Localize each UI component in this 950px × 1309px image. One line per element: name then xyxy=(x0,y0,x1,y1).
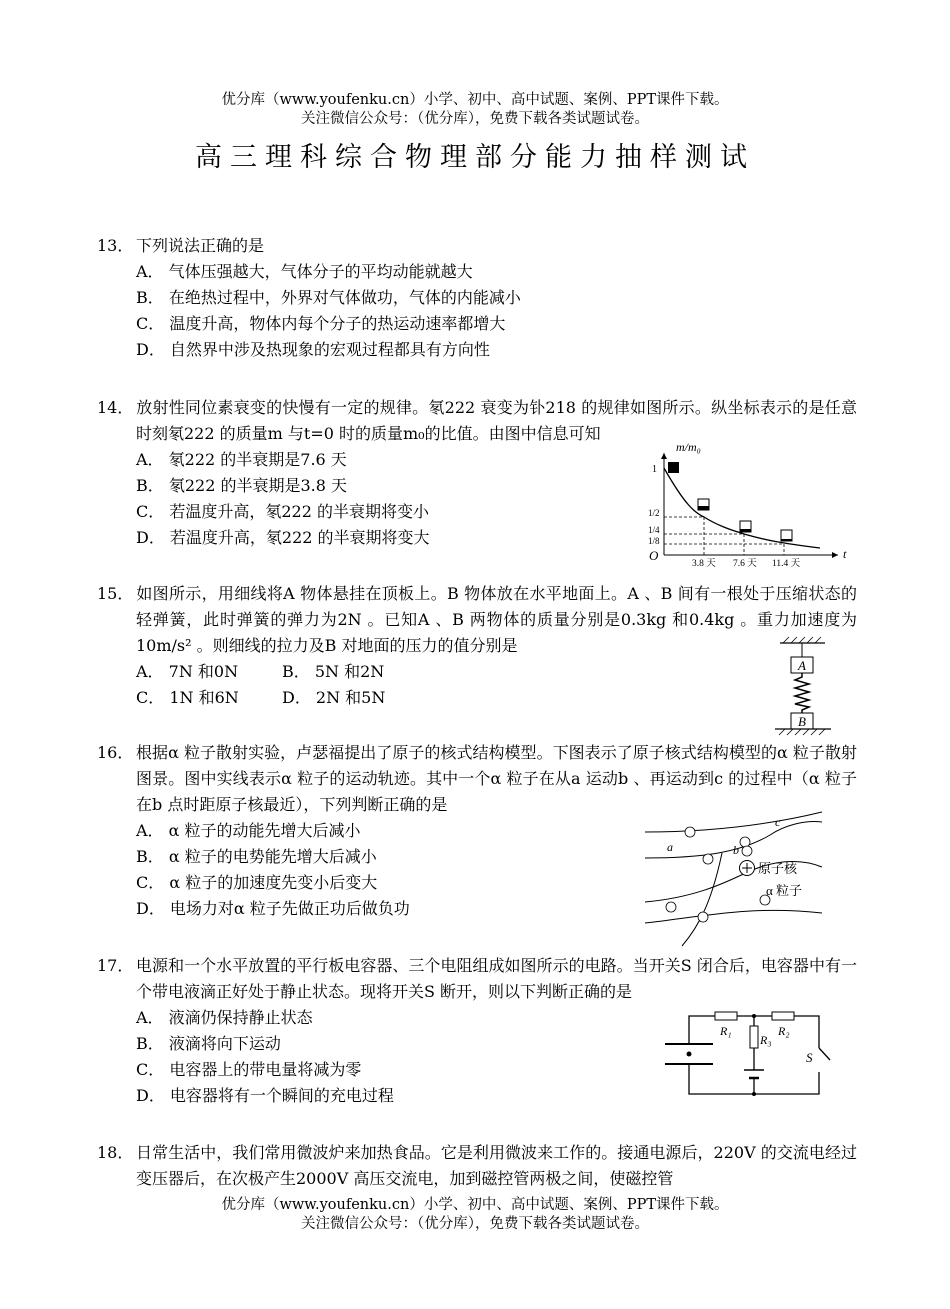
junction-top xyxy=(752,1014,756,1018)
option-b: B． 在绝热过程中，外界对气体做功，气体的内能减小 xyxy=(136,288,521,307)
option-a: A． α 粒子的动能先增大后减小 xyxy=(136,821,361,840)
spring xyxy=(795,673,809,713)
trajectories xyxy=(645,812,822,946)
question-number: 14． xyxy=(97,398,134,417)
option-d: D． 2N 和5N xyxy=(282,688,386,707)
point-b-label: b xyxy=(733,843,739,857)
alpha-particle-label: α 粒子 xyxy=(766,883,803,898)
page-title: 高三理科综合物理部分能力抽样测试 xyxy=(195,142,755,173)
header-line-1: 优分库（www.youfenku.cn）小学、初中、高中试题、案例、PPT课件下载。 xyxy=(221,92,729,108)
y-axis-label: m/m₀ xyxy=(676,440,701,454)
option-d: D． 电容器将有一个瞬间的充电过程 xyxy=(136,1086,394,1105)
option-b: B． 氡222 的半衰期是3.8 天 xyxy=(136,476,348,495)
alpha-particles xyxy=(666,827,770,922)
capacitor xyxy=(665,1044,713,1064)
option-a: A． 氡222 的半衰期是7.6 天 xyxy=(136,450,347,469)
option-d: D． 电场力对α 粒子先做正功后做负功 xyxy=(136,899,410,918)
spring-figure xyxy=(765,635,840,740)
switch-blade xyxy=(819,1048,830,1060)
option-c: C． α 粒子的加速度先变小后变大 xyxy=(136,873,378,892)
option-d: D． 若温度升高，氡222 的半衰期将变大 xyxy=(136,528,430,547)
circuit-figure xyxy=(660,1010,835,1100)
question-stem: 放射性同位素衰变的快慢有一定的规律。氡222 衰变为钋218 的规律如图所示。纵坐标表示的是任意时刻氡222 的质量m 与t=0 时的质量m₀的比值。由图中信息可知 xyxy=(136,398,857,443)
block-a-label: A xyxy=(798,658,806,673)
question-number: 17． xyxy=(97,956,134,975)
option-d: D． 自然界中涉及热现象的宏观过程都具有方向性 xyxy=(136,340,490,359)
footer-line-2: 关注微信公众号：（优分库），免费下载各类试题试卷。 xyxy=(301,1216,649,1232)
footer-line-1: 优分库（www.youfenku.cn）小学、初中、高中试题、案例、PPT课件下载。 xyxy=(221,1197,729,1213)
nucleus-icon xyxy=(740,861,755,876)
r1-label: R₁ xyxy=(720,1024,732,1038)
option-b: B． α 粒子的电势能先增大后减小 xyxy=(136,847,377,866)
switch-label: S xyxy=(806,1050,813,1065)
y-tick-half: 1/2 xyxy=(648,508,660,518)
option-a: A． 气体压强越大，气体分子的平均动能就越大 xyxy=(136,262,473,281)
question-stem: 电源和一个水平放置的平行板电容器、三个电阻组成如图所示的电路。当开关S 闭合后，电容器中有一个带电液滴正好处于静止状态。现将开关S 断开，则以下判断正确的是 xyxy=(136,956,857,1001)
option-c: C． 温度升高，物体内每个分子的热运动速率都增大 xyxy=(136,314,506,333)
sample-block-quarter xyxy=(740,521,751,532)
point-a-label: a xyxy=(667,840,673,854)
question-18 xyxy=(97,1140,857,1192)
block-b-label: B xyxy=(798,714,806,729)
sample-block-eighth xyxy=(781,530,792,541)
option-a: A． 7N 和0N xyxy=(136,662,239,681)
resistor-r3 xyxy=(750,1026,758,1048)
x-tick-3: 11.4 天 xyxy=(772,559,801,569)
question-stem: 如图所示，用细线将A 物体悬挂在顶板上。B 物体放在水平地面上。A 、B 间有一根处于压缩状态的轻弹簧，此时弹簧的弹力为2N 。已知A 、B 两物体的质量分别是0.3kg 和0.4kg 。重力加速度为10m/s² 。则细线的拉力及B 对地面的压力的值分别是 xyxy=(136,584,857,655)
x-tick-1: 3.8 天 xyxy=(692,559,716,569)
x-tick-2: 7.6 天 xyxy=(733,559,757,569)
junction-bottom xyxy=(752,1092,756,1096)
option-c: C． 电容器上的带电量将减为零 xyxy=(136,1060,362,1079)
question-stem: 下列说法正确的是 xyxy=(136,236,265,255)
battery xyxy=(744,1070,764,1078)
option-b: B． 5N 和2N xyxy=(282,662,385,681)
resistor-r2 xyxy=(772,1012,794,1020)
question-stem: 根据α 粒子散射实验，卢瑟福提出了原子的核式结构模型。下图表示了原子核式结构模型的α 粒子散射图景。图中实线表示α 粒子的运动轨迹。其中一个α 粒子在从a 运动b 、再运动到c 的过程中（α 粒子在b 点时距原子核最近），下列判断正确的是 xyxy=(136,743,857,814)
y-tick-quarter: 1/4 xyxy=(648,525,660,535)
y-tick-1: 1 xyxy=(652,464,657,475)
resistor-r1 xyxy=(715,1012,737,1020)
option-c: C． 1N 和6N xyxy=(136,688,239,707)
question-15 xyxy=(97,581,857,711)
sample-block-full xyxy=(668,462,679,473)
origin-label: O xyxy=(649,548,659,563)
scattering-figure xyxy=(640,805,840,950)
option-a: A． 液滴仍保持静止状态 xyxy=(136,1008,313,1027)
question-number: 18． xyxy=(97,1143,134,1162)
question-number: 13． xyxy=(97,236,134,255)
ceiling-hatch xyxy=(783,637,821,643)
decay-graph xyxy=(640,435,855,570)
point-c-label: c xyxy=(775,815,781,829)
question-number: 16． xyxy=(97,743,134,762)
decay-curve xyxy=(664,468,820,548)
x-axis-label: t xyxy=(843,547,847,561)
question-13 xyxy=(97,233,857,363)
ground-hatch xyxy=(779,729,825,735)
guide-lines xyxy=(664,517,784,555)
question-stem: 日常生活中，我们常用微波炉来加热食品。它是利用微波来工作的。接通电源后，220V 的交流电经过变压器后，在次极产生2000V 高压交流电，加到磁控管两极之间，使磁控管 xyxy=(136,1143,857,1188)
y-tick-eighth: 1/8 xyxy=(648,536,660,546)
r2-label: R₂ xyxy=(778,1024,790,1038)
header-line-2: 关注微信公众号：（优分库），免费下载各类试题试卷。 xyxy=(301,111,649,127)
nucleus-label: 原子核 xyxy=(758,861,798,876)
option-c: C． 若温度升高，氡222 的半衰期将变小 xyxy=(136,502,429,521)
question-number: 15． xyxy=(97,584,134,603)
r3-label: R₃ xyxy=(760,1033,772,1047)
sample-block-half xyxy=(698,499,709,510)
option-b: B． 液滴将向下运动 xyxy=(136,1034,281,1053)
